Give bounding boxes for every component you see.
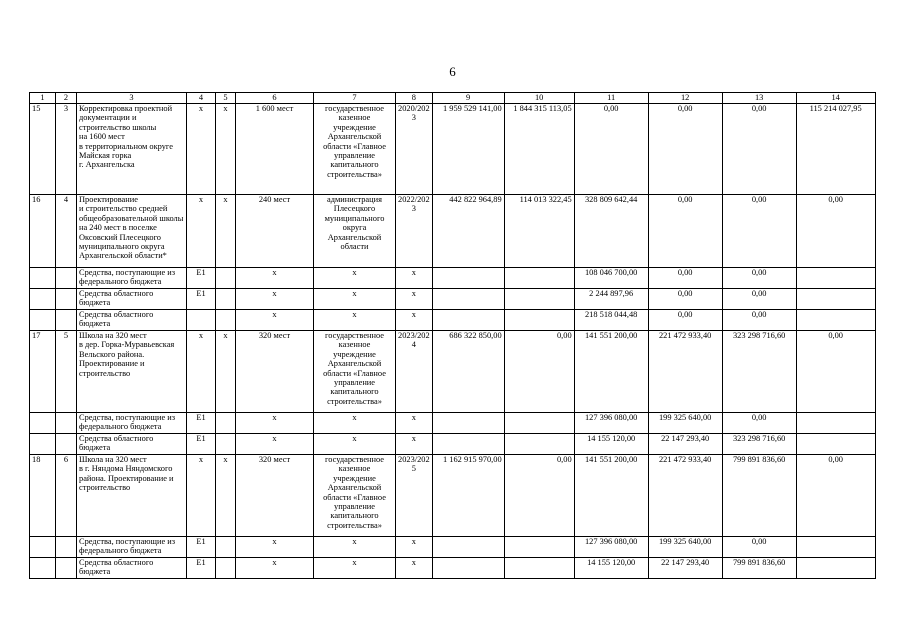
col6-mark: x <box>236 558 314 579</box>
period-line: 3 <box>411 113 416 123</box>
value-col12: 0,00 <box>648 268 722 289</box>
project-name-line: в г. Няндома Няндомского <box>79 464 173 474</box>
value-col14 <box>796 310 875 331</box>
value-col14 <box>796 289 875 310</box>
value-col11: 328 809 642,44 <box>574 195 648 268</box>
value-col10: 0,00 <box>504 455 574 537</box>
row-subnumber: 4 <box>56 195 77 268</box>
value-col11: 108 046 700,00 <box>574 268 648 289</box>
total-cost: 1 162 915 970,00 <box>432 455 504 537</box>
customer-line: казенное <box>338 113 371 123</box>
row-number <box>30 268 56 289</box>
value-col14: 0,00 <box>796 455 875 537</box>
project-name-line: общеобразовательной школы <box>79 213 184 223</box>
total-cost: 442 822 964,89 <box>432 195 504 268</box>
column-number-1: 1 <box>30 93 56 104</box>
value-col12: 0,00 <box>648 289 722 310</box>
col5-mark <box>216 413 236 434</box>
col8-mark: x <box>396 289 433 310</box>
col4-mark: x <box>187 104 216 195</box>
row-subnumber <box>56 310 77 331</box>
row-number: 16 <box>30 195 56 268</box>
total-cost <box>432 558 504 579</box>
customer-line: области «Главное <box>323 492 386 502</box>
value-col14: 115 214 027,95 <box>796 104 875 195</box>
period <box>396 195 433 268</box>
project-name <box>77 195 187 268</box>
customer-line: строительства» <box>327 520 382 530</box>
row-subnumber <box>56 413 77 434</box>
row-subnumber <box>56 434 77 455</box>
funding-table <box>29 92 876 579</box>
col5-mark: x <box>216 331 236 413</box>
project-name <box>77 104 187 195</box>
col8-mark: x <box>396 413 433 434</box>
value-col12: 199 325 640,00 <box>648 413 722 434</box>
row-number <box>30 434 56 455</box>
value-col13: 0,00 <box>722 537 796 558</box>
source-name-line: Средства областного <box>79 310 154 319</box>
value-col10 <box>504 289 574 310</box>
capacity: 320 мест <box>236 455 314 537</box>
col6-mark: x <box>236 310 314 331</box>
row-number: 18 <box>30 455 56 537</box>
customer <box>314 455 396 537</box>
total-cost <box>432 537 504 558</box>
period <box>396 331 433 413</box>
source-name-line: Средства областного <box>79 558 154 567</box>
value-col11: 14 155 120,00 <box>574 558 648 579</box>
row-subnumber <box>56 289 77 310</box>
row-number <box>30 310 56 331</box>
capacity: 240 мест <box>236 195 314 268</box>
column-number-10: 10 <box>504 93 574 104</box>
value-col14 <box>796 434 875 455</box>
value-col12: 221 472 933,40 <box>648 455 722 537</box>
customer <box>314 195 396 268</box>
row-number <box>30 289 56 310</box>
source-name-line: Средства, поступающие из <box>79 268 176 277</box>
value-col11: 141 551 200,00 <box>574 455 648 537</box>
table-body <box>30 93 876 579</box>
col5-mark <box>216 434 236 455</box>
project-name-line: Майская горка <box>79 151 132 161</box>
project-name-line: Вельского района. <box>79 349 145 359</box>
period-line: 3 <box>411 204 416 214</box>
row-number: 17 <box>30 331 56 413</box>
source-name <box>77 310 187 331</box>
column-number-4: 4 <box>187 93 216 104</box>
period-line: 2023/202 <box>398 455 430 464</box>
value-col11: 127 396 080,00 <box>574 413 648 434</box>
total-cost <box>432 413 504 434</box>
col5-mark: x <box>216 455 236 537</box>
col6-mark: x <box>236 268 314 289</box>
project-name-line: муниципального округа <box>79 242 165 252</box>
value-col13: 0,00 <box>722 195 796 268</box>
project-name-line: строительство <box>79 483 131 493</box>
period-line: 4 <box>411 340 416 350</box>
value-col12: 0,00 <box>648 310 722 331</box>
project-name-line: Школа на 320 мест <box>79 331 147 340</box>
value-col14 <box>796 268 875 289</box>
row-number <box>30 413 56 434</box>
funding-source-row <box>30 434 876 455</box>
column-number-5: 5 <box>216 93 236 104</box>
value-col11: 2 244 897,96 <box>574 289 648 310</box>
source-name <box>77 268 187 289</box>
col7-mark: x <box>314 537 396 558</box>
column-number-6: 6 <box>236 93 314 104</box>
value-col12: 22 147 293,40 <box>648 558 722 579</box>
col7-mark: x <box>314 268 396 289</box>
value-col14 <box>796 558 875 579</box>
value-col14 <box>796 413 875 434</box>
source-name-line: бюджета <box>79 319 111 329</box>
project-name-line: на 240 мест в поселке <box>79 223 157 233</box>
customer-line: области «Главное <box>323 141 386 151</box>
value-col11: 14 155 120,00 <box>574 434 648 455</box>
funding-source-row <box>30 558 876 579</box>
col6-mark: x <box>236 289 314 310</box>
column-number-row <box>30 93 876 104</box>
col5-mark: x <box>216 195 236 268</box>
col7-mark: x <box>314 413 396 434</box>
col4-mark: x <box>187 455 216 537</box>
value-col13: 0,00 <box>722 413 796 434</box>
capacity: 1 600 мест <box>236 104 314 195</box>
project-row <box>30 331 876 413</box>
funding-source-row <box>30 289 876 310</box>
value-col11: 218 518 044,48 <box>574 310 648 331</box>
project-name-line: Архангельской области* <box>79 251 167 261</box>
column-number-12: 12 <box>648 93 722 104</box>
col5-mark <box>216 310 236 331</box>
col8-mark: x <box>396 537 433 558</box>
value-col12: 221 472 933,40 <box>648 331 722 413</box>
customer-line: государственное <box>324 455 385 464</box>
project-name-line: района. Проектирование и <box>79 473 174 483</box>
column-number-9: 9 <box>432 93 504 104</box>
value-col10: 114 013 322,45 <box>504 195 574 268</box>
funding-source-row <box>30 268 876 289</box>
col4-mark: x <box>187 331 216 413</box>
col6-mark: x <box>236 413 314 434</box>
customer-line: строительства» <box>327 396 382 406</box>
row-subnumber: 5 <box>56 331 77 413</box>
value-col13: 0,00 <box>722 104 796 195</box>
project-name-line: Проектирование и <box>79 359 145 369</box>
source-code: E1 <box>187 289 216 310</box>
customer-line: Архангельской <box>327 359 382 369</box>
customer <box>314 331 396 413</box>
source-code: E1 <box>187 434 216 455</box>
source-name <box>77 413 187 434</box>
source-name-line: бюджета <box>79 298 111 308</box>
value-col10 <box>504 558 574 579</box>
customer-line: Плесецкого <box>333 204 376 214</box>
page-number: 6 <box>449 64 456 79</box>
source-name-line: Средства, поступающие из <box>79 537 176 546</box>
customer-line: области <box>340 242 369 252</box>
customer-line: администрация <box>327 195 382 204</box>
col7-mark: x <box>314 310 396 331</box>
source-name-line: Средства, поступающие из <box>79 413 176 422</box>
project-name-line: Проектирование <box>79 195 138 204</box>
row-subnumber: 3 <box>56 104 77 195</box>
customer-line: капитального <box>330 511 379 521</box>
total-cost <box>432 268 504 289</box>
project-row <box>30 104 876 195</box>
col7-mark: x <box>314 558 396 579</box>
value-col13: 323 298 716,60 <box>722 331 796 413</box>
column-number-2: 2 <box>56 93 77 104</box>
value-col10: 1 844 315 113,05 <box>504 104 574 195</box>
customer-line: капитального <box>330 160 379 170</box>
value-col10: 0,00 <box>504 331 574 413</box>
value-col14: 0,00 <box>796 331 875 413</box>
value-col12: 0,00 <box>648 104 722 195</box>
col5-mark <box>216 289 236 310</box>
period-line: 2023/202 <box>398 331 430 340</box>
period-line: 5 <box>411 464 416 474</box>
customer-line: учреждение <box>333 473 376 483</box>
column-number-14: 14 <box>796 93 875 104</box>
row-subnumber <box>56 558 77 579</box>
col7-mark: x <box>314 289 396 310</box>
value-col12: 199 325 640,00 <box>648 537 722 558</box>
value-col10 <box>504 268 574 289</box>
column-number-11: 11 <box>574 93 648 104</box>
column-number-3: 3 <box>77 93 187 104</box>
column-number-8: 8 <box>396 93 433 104</box>
project-name-line: г. Архангельска <box>79 160 135 170</box>
value-col14: 0,00 <box>796 195 875 268</box>
source-name <box>77 289 187 310</box>
row-number <box>30 537 56 558</box>
row-subnumber: 6 <box>56 455 77 537</box>
source-code: E1 <box>187 537 216 558</box>
source-name-line: Средства областного <box>79 434 154 443</box>
total-cost: 1 959 529 141,00 <box>432 104 504 195</box>
source-name <box>77 434 187 455</box>
customer-line: управление <box>334 378 375 388</box>
col7-mark: x <box>314 434 396 455</box>
col4-mark: x <box>187 195 216 268</box>
row-subnumber <box>56 268 77 289</box>
source-name <box>77 537 187 558</box>
source-code: E1 <box>187 268 216 289</box>
project-name <box>77 331 187 413</box>
funding-source-row <box>30 413 876 434</box>
value-col14 <box>796 537 875 558</box>
project-name-line: строительство <box>79 368 131 378</box>
customer-line: округа <box>342 223 367 233</box>
value-col10 <box>504 537 574 558</box>
value-col11: 0,00 <box>574 104 648 195</box>
column-number-13: 13 <box>722 93 796 104</box>
customer-line: Архангельской <box>327 132 382 142</box>
col5-mark <box>216 268 236 289</box>
customer-line: учреждение <box>333 349 376 359</box>
period-line: 2022/202 <box>398 195 430 204</box>
value-col13: 0,00 <box>722 268 796 289</box>
source-code: E1 <box>187 413 216 434</box>
capacity: 320 мест <box>236 331 314 413</box>
col5-mark <box>216 537 236 558</box>
customer-line: государственное <box>324 331 385 340</box>
col6-mark: x <box>236 434 314 455</box>
col8-mark: x <box>396 310 433 331</box>
row-number <box>30 558 56 579</box>
source-name-line: федерального бюджета <box>79 422 162 432</box>
value-col11: 127 396 080,00 <box>574 537 648 558</box>
funding-source-row <box>30 310 876 331</box>
col8-mark: x <box>396 558 433 579</box>
value-col13: 0,00 <box>722 289 796 310</box>
col5-mark: x <box>216 104 236 195</box>
value-col11: 141 551 200,00 <box>574 331 648 413</box>
source-name-line: бюджета <box>79 443 111 453</box>
row-subnumber <box>56 537 77 558</box>
customer-line: учреждение <box>333 122 376 132</box>
row-number: 15 <box>30 104 56 195</box>
source-name-line: федерального бюджета <box>79 546 162 556</box>
customer-line: государственное <box>324 104 385 113</box>
source-name-line: федерального бюджета <box>79 277 162 287</box>
value-col12: 0,00 <box>648 195 722 268</box>
project-name-line: в дер. Горка-Муравьевская <box>79 340 175 350</box>
period-line: 2020/202 <box>398 104 430 113</box>
project-name-line: Корректировка проектной <box>79 104 173 113</box>
project-row <box>30 455 876 537</box>
project-name-line: Школа на 320 мест <box>79 455 147 464</box>
col6-mark: x <box>236 537 314 558</box>
customer-line: строительства» <box>327 169 382 179</box>
total-cost <box>432 310 504 331</box>
project-name <box>77 455 187 537</box>
project-name-line: строительство школы <box>79 122 157 132</box>
customer-line: области «Главное <box>323 368 386 378</box>
project-name-line: Оксовский Плесецкого <box>79 232 161 242</box>
customer-line: казенное <box>338 464 371 474</box>
value-col13: 799 891 836,60 <box>722 455 796 537</box>
project-row <box>30 195 876 268</box>
project-name-line: документации и <box>79 113 137 123</box>
total-cost <box>432 434 504 455</box>
value-col13: 323 298 716,60 <box>722 434 796 455</box>
source-code: E1 <box>187 558 216 579</box>
value-col12: 22 147 293,40 <box>648 434 722 455</box>
value-col10 <box>504 434 574 455</box>
project-name-line: на 1600 мест <box>79 132 125 142</box>
customer-line: казенное <box>338 340 371 350</box>
source-name-line: бюджета <box>79 567 111 577</box>
source-name-line: Средства областного <box>79 289 154 298</box>
period <box>396 455 433 537</box>
funding-source-row <box>30 537 876 558</box>
customer <box>314 104 396 195</box>
customer-line: муниципального <box>324 213 385 223</box>
value-col10 <box>504 413 574 434</box>
column-number-7: 7 <box>314 93 396 104</box>
customer-line: управление <box>334 502 375 512</box>
col8-mark: x <box>396 434 433 455</box>
source-name <box>77 558 187 579</box>
project-name-line: и строительство средней <box>79 204 168 214</box>
total-cost: 686 322 850,00 <box>432 331 504 413</box>
total-cost <box>432 289 504 310</box>
col8-mark: x <box>396 268 433 289</box>
customer-line: управление <box>334 151 375 161</box>
col5-mark <box>216 558 236 579</box>
customer-line: Архангельской <box>327 232 382 242</box>
value-col13: 0,00 <box>722 310 796 331</box>
customer-line: капитального <box>330 387 379 397</box>
value-col10 <box>504 310 574 331</box>
customer-line: Архангельской <box>327 483 382 493</box>
value-col13: 799 891 836,60 <box>722 558 796 579</box>
period <box>396 104 433 195</box>
project-name-line: в территориальном округе <box>79 141 173 151</box>
source-code <box>187 310 216 331</box>
